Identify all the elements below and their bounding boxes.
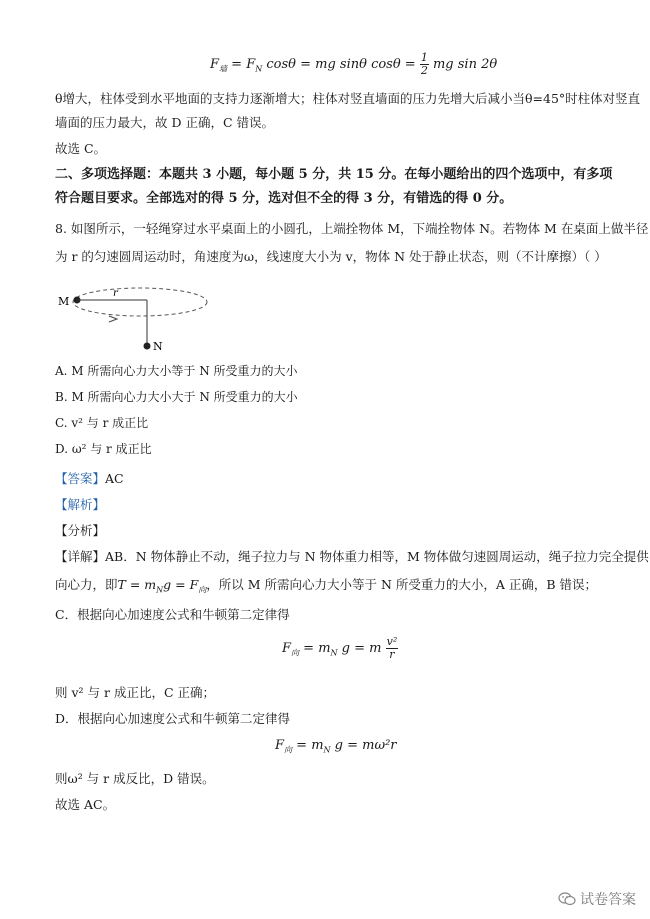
watermark [558,889,636,909]
part-c-conclusion: 则 v² 与 r 成正比，C 正确； [55,685,215,700]
choose-c-text: 故选 C。 [55,141,107,156]
answer-row [55,470,610,488]
fenxi-tag: 【分析】 [55,523,106,538]
option-d: D. ω² 与 r 成正比 [55,442,152,456]
answer-value: AC [105,471,124,486]
final-choice: 故选 AC。 [55,797,116,812]
orbit-ellipse [73,288,207,316]
part-c-text: C．根据向心加速度公式和牛顿第二定律得 [55,607,290,622]
label-n: N [153,340,163,353]
answer-tag: 【答案】 [55,471,106,486]
part-d-text: D．根据向心加速度公式和牛顿第二定律得 [55,711,291,726]
mass-n [144,343,151,350]
question-text: 为 r 的匀速圆周运动时，角速度为ω，线速度大小为 v，物体 N 处于静止状态，则（不计摩擦）（ ） [55,249,607,264]
paragraph-line: 墙面的压力最大，故 D 正确，C 错误。 [55,115,275,130]
label-r: r [113,288,118,299]
option-b: B. M 所需向心力大小大于 N 所受重力的大小 [55,390,298,404]
option-a: A. M 所需向心力大小等于 N 所受重力的大小 [55,364,298,378]
circular-motion-diagram [55,280,215,360]
option-c: C. v² 与 r 成正比 [55,416,149,430]
top-equation: $F_墙 = F_N$ cosθ = mg sinθ cosθ = $\frac{1}{2}$ mg sin 2θ [210,51,498,77]
part-c-equation: $F_向 = m_N$ g = m $\frac{\text{v²}}{r}$ [282,635,398,661]
question-text: 8. 如图所示，一轻绳穿过水平桌面上的小圆孔，上端拴物体 M，下端拴物体 N。若物体 M 在桌面上做半径 [55,221,649,236]
part-d-conclusion: 则ω² 与 r 成反比，D 错误。 [55,771,215,786]
direction-arrow [109,316,117,322]
paragraph-line: θ增大，柱体受到水平地面的支持力逐渐增大；柱体对竖直墙面的压力先增大后减小当θ=45°时柱体对竖直 [55,91,641,106]
detail-line: 【详解】AB．N 物体静止不动，绳子拉力与 N 物体重力相等，M 物体做匀速圆周运动，绳子拉力完全提供 [55,549,649,564]
part-d-equation: $F_向 = m_N$ g = mω²r [275,738,397,755]
section-heading: 符合题目要求。全部选对的得 5 分，选对但不全的得 3 分，有错选的得 0 分。 [55,191,513,206]
analysis-tag: 【解析】 [55,497,106,512]
wechat-icon [558,892,576,906]
watermark-text: 试卷答案 [580,892,636,908]
detail-line: 向心力，即$T = m_Ng = F_向$，所以 M 所需向心力大小等于 N 所受重力的大小，A 正确，B 错误； [55,577,598,595]
label-m: M [58,295,70,308]
section-heading: 二、多项选择题：本题共 3 小题，每小题 5 分，共 15 分。在每小题给出的四个选项中，有多项 [55,167,613,182]
detail-tag: 【详解】 [55,549,106,564]
